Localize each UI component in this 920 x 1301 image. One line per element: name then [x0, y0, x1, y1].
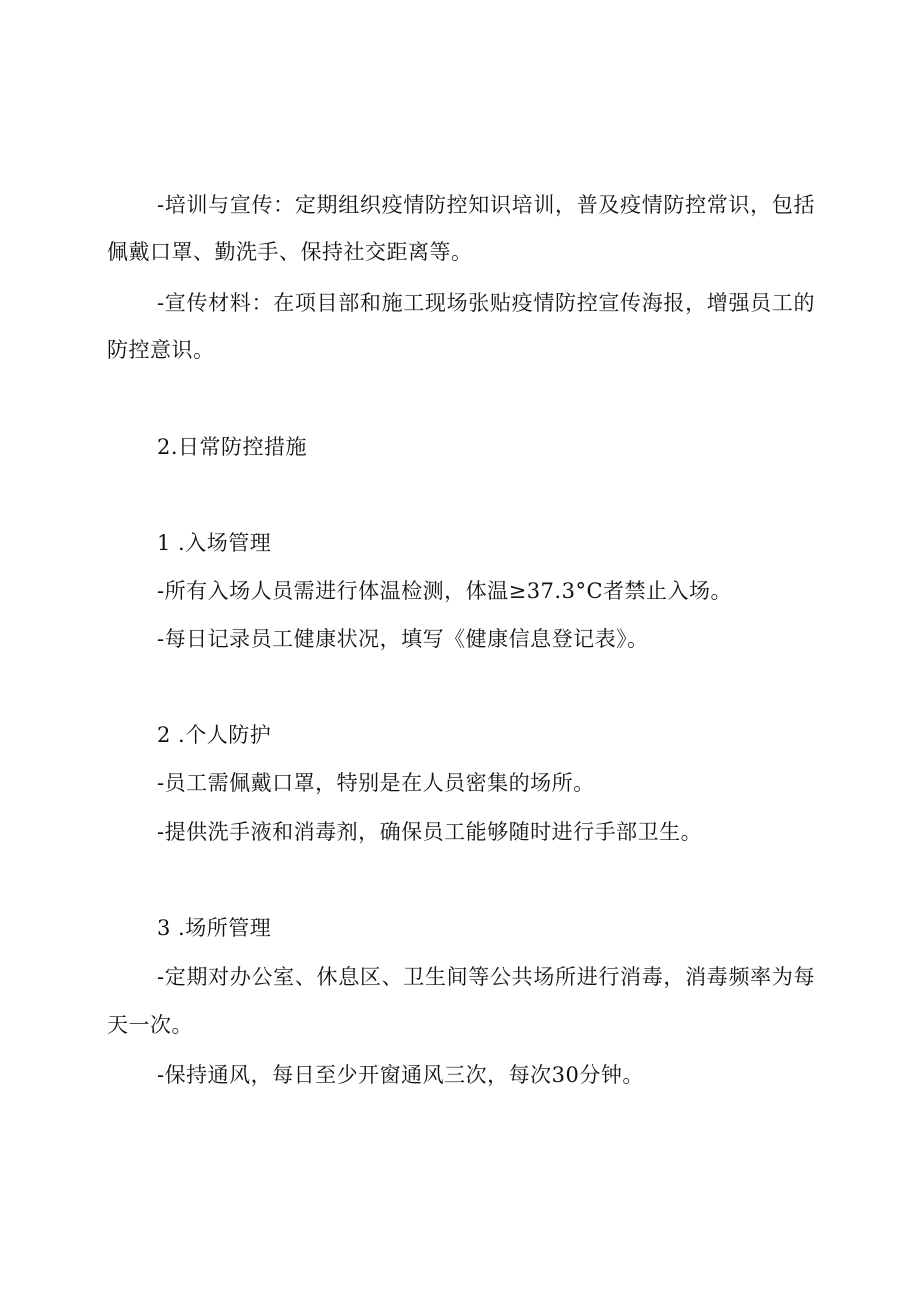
- personal-item-hand-sanitizer: -提供洗手液和消毒剂，确保员工能够随时进行手部卫生。: [157, 820, 703, 844]
- materials-paragraph-line-1: -宣传材料：在项目部和施工现场张贴疫情防控宣传海报，增强员工的: [157, 291, 815, 315]
- materials-paragraph-line-2: 防控意识。: [107, 338, 215, 362]
- training-paragraph-line-2: 佩戴口罩、勤洗手、保持社交距离等。: [107, 240, 473, 264]
- venue-item-disinfection-line-2: 天一次。: [107, 1013, 193, 1037]
- entry-item-temperature: -所有入场人员需进行体温检测，体温≥37.3°C者禁止入场。: [157, 579, 733, 603]
- training-paragraph-line-1: -培训与宣传：定期组织疫情防控知识培训，普及疫情防控常识，包括: [157, 193, 815, 217]
- section-heading: 2.日常防控措施: [157, 435, 308, 459]
- personal-protection-heading: 2 .个人防护: [157, 723, 272, 747]
- venue-item-ventilation: -保持通风，每日至少开窗通风三次，每次30分钟。: [157, 1063, 644, 1087]
- entry-management-heading: 1 .入场管理: [157, 531, 272, 555]
- venue-management-heading: 3 .场所管理: [157, 916, 272, 940]
- venue-item-disinfection-line-1: -定期对办公室、休息区、卫生间等公共场所进行消毒，消毒频率为每: [157, 965, 815, 989]
- entry-item-health-record: -每日记录员工健康状况，填写《健康信息登记表》。: [157, 627, 649, 651]
- personal-item-mask: -员工需佩戴口罩，特别是在人员密集的场所。: [157, 771, 595, 795]
